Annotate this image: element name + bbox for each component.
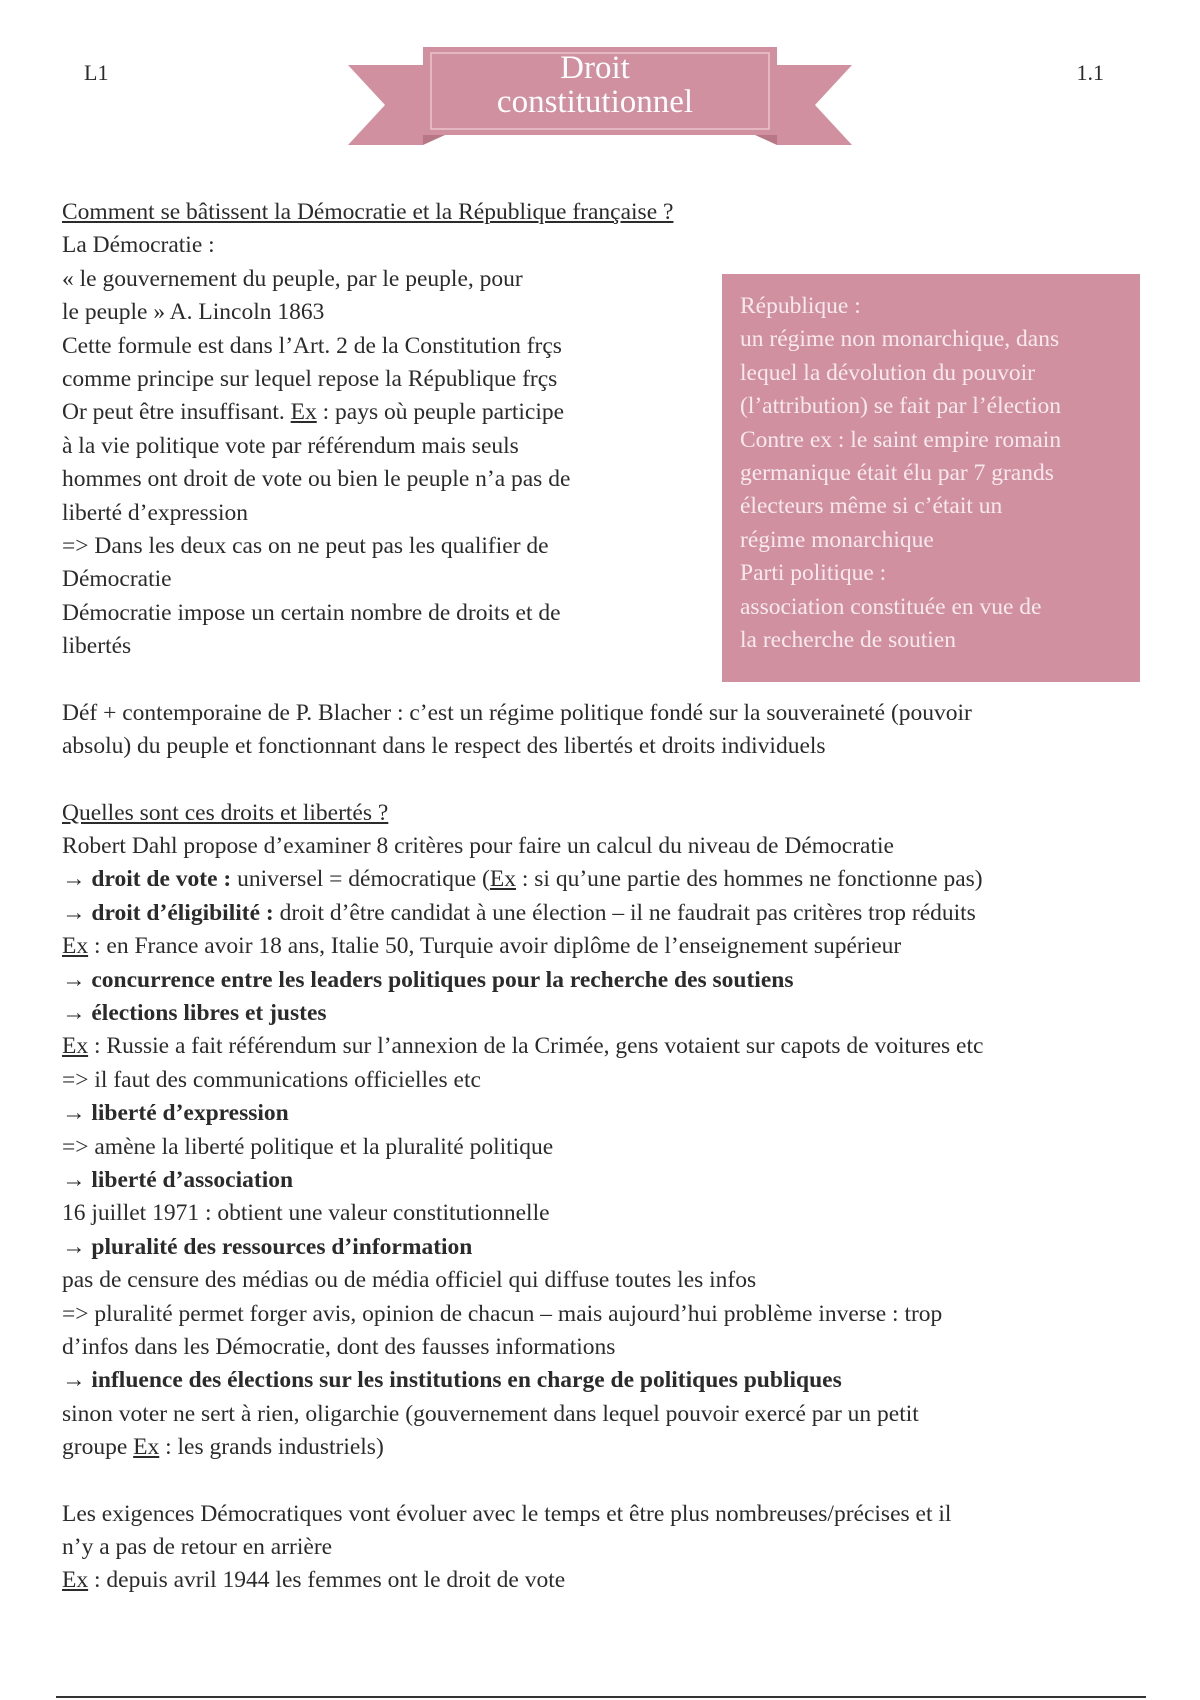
text-line: Ex : Russie a fait référendum sur l’annexion de la Crimée, gens votaient sur capots de voitures etc — [62, 1033, 984, 1060]
document-body — [62, 196, 1162, 1598]
text-line: 16 juillet 1971 : obtient une valeur constitutionnelle — [62, 1200, 550, 1227]
text-line: groupe Ex : les grands industriels) — [62, 1434, 384, 1461]
text-line: Démocratie — [62, 566, 172, 593]
conclusion-line: n’y a pas de retour en arrière — [62, 1534, 333, 1561]
arrow-icon: → — [62, 1166, 86, 1193]
arrow-icon: → — [62, 1100, 86, 1127]
title-banner — [345, 45, 855, 155]
text-line: libertés — [62, 633, 132, 660]
page-title — [420, 51, 770, 119]
text-line: Ex : en France avoir 18 ans, Italie 50, Turquie avoir diplôme de l’enseignement supérieur — [62, 933, 902, 960]
definition-line: absolu) du peuple et fonctionnant dans le respect des libertés et droits individuels — [62, 733, 826, 760]
text-line: comme principe sur lequel repose la République frçs — [62, 366, 558, 393]
text-line: Cette formule est dans l’Art. 2 de la Constitution frçs — [62, 332, 562, 359]
sidebox-line: la recherche de soutien — [740, 627, 956, 654]
chapter-number-label: 1.1 — [1076, 60, 1104, 85]
text-line: La Démocratie : — [62, 232, 215, 259]
example-label: Ex — [290, 399, 317, 426]
criterion-3: → concurrence entre les leaders politiques pour la recherche des soutiens — [62, 966, 794, 993]
criterion-7: → pluralité des ressources d’information — [62, 1233, 473, 1260]
title-line-2: constitutionnel — [496, 84, 694, 120]
text-line: sinon voter ne sert à rien, oligarchie (gouvernement dans lequel pouvoir exercé par un petit — [62, 1400, 919, 1427]
example-label: Ex — [62, 933, 89, 960]
sidebox-line: (l’attribution) se fait par l’élection — [740, 393, 1062, 420]
sidebox-line: Parti politique : — [740, 560, 887, 587]
criterion-4: → élections libres et justes — [62, 999, 327, 1026]
text-line: Démocratie impose un certain nombre de droits et de — [62, 599, 561, 626]
text-line: Or peut être insuffisant. Ex : pays où peuple participe — [62, 399, 565, 426]
bottom-divider — [56, 1696, 1146, 1698]
arrow-icon: → — [62, 899, 86, 926]
criterion-1: → droit de vote : universel = démocratique (Ex : si qu’une partie des hommes ne fonctionne pas) — [62, 866, 983, 893]
example-label: Ex — [133, 1434, 160, 1461]
text-line: d’infos dans les Démocratie, dont des fausses informations — [62, 1334, 616, 1360]
arrow-icon: → — [62, 866, 86, 893]
criterion-6: → liberté d’association — [62, 1166, 294, 1193]
sidebox-line: électeurs même si c’était un — [740, 493, 1003, 520]
text-line: « le gouvernement du peuple, par le peuple, pour — [62, 265, 523, 292]
text-line: liberté d’expression — [62, 499, 248, 526]
sidebox-line: Contre ex : le saint empire romain — [740, 426, 1062, 453]
text-line: hommes ont droit de vote ou bien le peuple n’a pas de — [62, 466, 571, 493]
arrow-icon: → — [62, 1233, 86, 1260]
sidebox-line: lequel la dévolution du pouvoir — [740, 359, 1036, 386]
example-label: Ex — [62, 1033, 89, 1060]
text-line: pas de censure des médias ou de média officiel qui diffuse toutes les infos — [62, 1267, 757, 1294]
sidebox-line: régime monarchique — [740, 526, 934, 553]
conclusion-line: Ex : depuis avril 1944 les femmes ont le droit de vote — [62, 1567, 566, 1594]
democracy-intro — [62, 229, 702, 663]
sidebox-line: République : — [740, 293, 861, 319]
criterion-8: → influence des élections sur les institutions en charge de politiques publiques — [62, 1367, 842, 1394]
section-heading-1: Comment se bâtissent la Démocratie et la République française ? — [62, 199, 674, 225]
sidebox-line: germanique était élu par 7 grands — [740, 460, 1054, 487]
criterion-5: → liberté d’expression — [62, 1100, 289, 1127]
text-line: => pluralité permet forger avis, opinion de chacun – mais aujourd’hui problème inverse : trop — [62, 1300, 943, 1327]
text-line: Robert Dahl propose d’examiner 8 critères pour faire un calcul du niveau de Démocratie — [62, 832, 894, 859]
criterion-2: → droit d’éligibilité : droit d’être candidat à une élection – il ne faudrait pas critères trop réduits — [62, 899, 976, 926]
text-line: le peuple » A. Lincoln 1863 — [62, 299, 325, 326]
sidebox-line: association constituée en vue de — [740, 593, 1042, 620]
arrow-icon: → — [62, 966, 86, 993]
text-line: => amène la liberté politique et la pluralité politique — [62, 1133, 554, 1160]
definition-line: Déf + contemporaine de P. Blacher : c’est un régime politique fondé sur la souveraineté (pouvoir — [62, 699, 972, 726]
example-label: Ex — [489, 866, 516, 893]
example-label: Ex — [62, 1567, 89, 1594]
arrow-icon: → — [62, 999, 86, 1026]
text-line: => Dans les deux cas on ne peut pas les qualifier de — [62, 533, 549, 560]
sidebox-line: un régime non monarchique, dans — [740, 326, 1060, 353]
course-level-label: L1 — [84, 60, 109, 85]
section-heading-2: Quelles sont ces droits et libertés ? — [62, 799, 389, 826]
text-line: à la vie politique vote par référendum mais seuls — [62, 432, 519, 459]
text-line: => il faut des communications officielles etc — [62, 1066, 481, 1093]
conclusion-line: Les exigences Démocratiques vont évoluer avec le temps et être plus nombreuses/précises et il — [62, 1500, 952, 1527]
arrow-icon: → — [62, 1367, 86, 1394]
title-line-1: Droit — [560, 50, 630, 86]
